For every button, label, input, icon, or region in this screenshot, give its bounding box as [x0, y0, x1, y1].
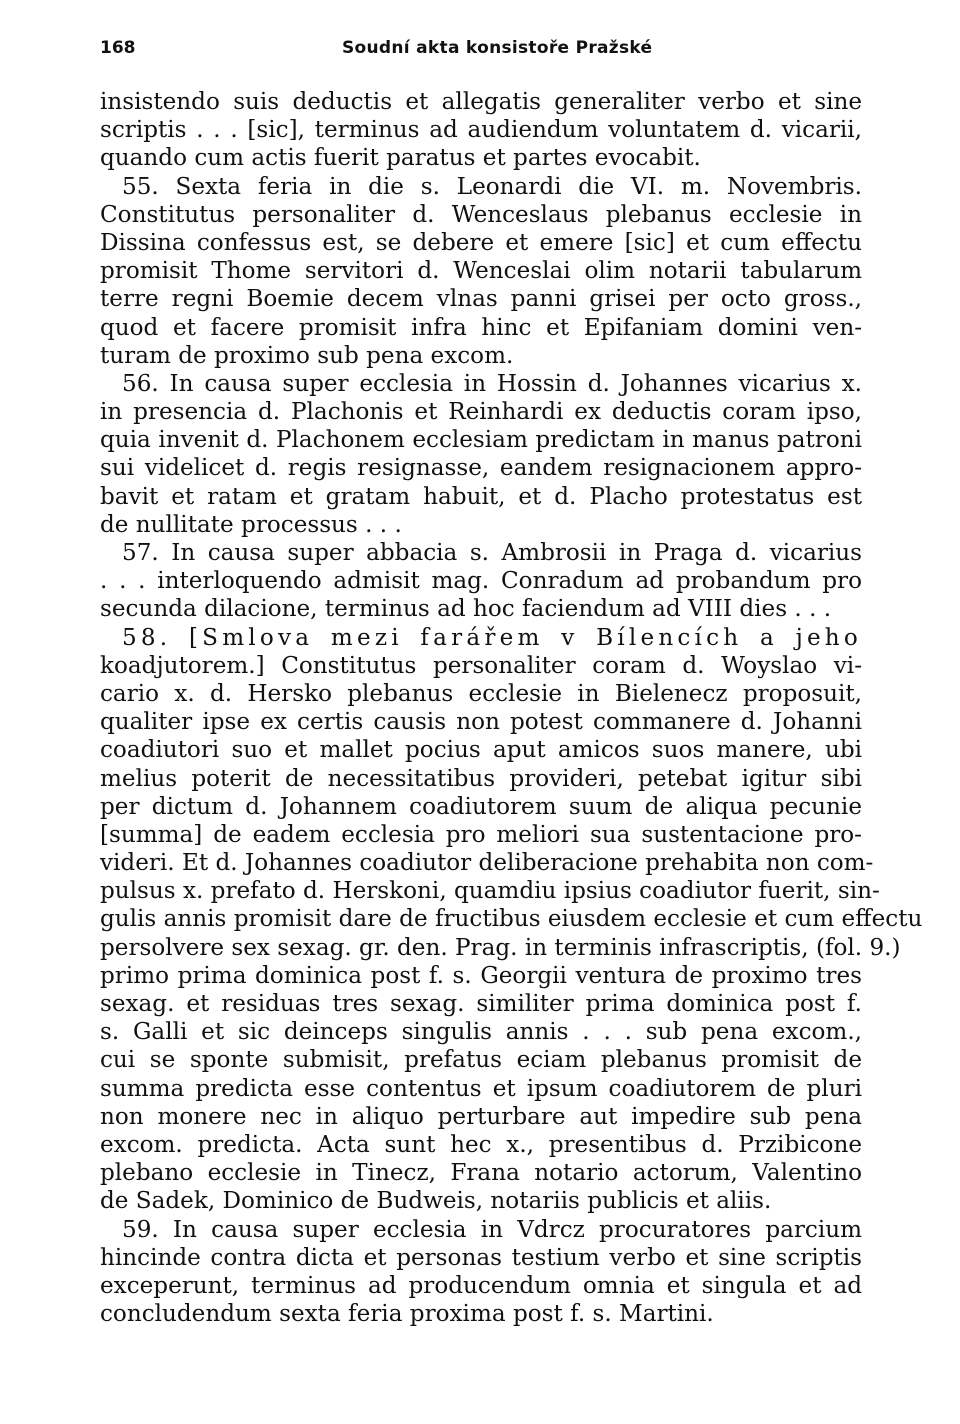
text-line: bavit et ratam et gratam habuit, et d. Placho protestatus est — [100, 483, 862, 510]
text-line: hincinde contra dicta et personas testium verbo et sine scriptis — [100, 1244, 862, 1271]
text-line: videri. Et d. Johannes coadiutor deliberacione prehabita non com- — [100, 850, 874, 877]
text-line: gulis annis promisit dare de fructibus eiusdem ecclesie et cum effectu — [100, 906, 923, 933]
text-line: in presencia d. Plachonis et Reinhardi ex deductis coram ipso, — [100, 399, 862, 426]
text-line: terre regni Boemie decem vlnas panni grisei per octo gross., — [100, 286, 862, 313]
text-line: summa predicta esse contentus et ipsum coadiutorem de pluri — [100, 1075, 862, 1102]
text-line: . . . interloquendo admisit mag. Conradum ad probandum pro — [100, 568, 862, 595]
text-line: de Sadek, Dominico de Budweis, notariis publicis et aliis. — [100, 1188, 772, 1215]
text-line: sexag. et residuas tres sexag. similiter prima dominica post f. — [100, 991, 862, 1017]
entry-59-start: 59. In causa super ecclesia in Vdrcz procuratores parcium — [122, 1216, 862, 1243]
text-line: [summa] de eadem ecclesia pro meliori sua sustentacione pro- — [100, 821, 862, 848]
text-line: Dissina confessus est, se debere et emere [sic] et cum effectu — [100, 229, 862, 256]
entry-55-heading: 55. Sexta feria in die s. Leonardi die VI. m. Novembris. — [122, 173, 862, 200]
text-line: koadjutorem.] Constitutus personaliter coram d. Woyslao vi- — [100, 652, 862, 679]
text-line: pulsus x. prefato d. Herskoni, quamdiu ipsius coadiutor fuerit, sin- — [100, 878, 880, 905]
text-line: de nullitate processus . . . — [100, 511, 402, 538]
text-line: plebano ecclesie in Tinecz, Frana notario actorum, Valentino — [100, 1160, 862, 1187]
text-line: cario x. d. Hersko plebanus ecclesie in Bielenecz proposuit, — [100, 680, 862, 707]
text-line: promisit Thome servitori d. Wenceslai olim notarii tabularum — [100, 258, 862, 285]
text-line: secunda dilacione, terminus ad hoc faciendum ad VIII dies . . . — [100, 596, 832, 623]
text-line: per dictum d. Johannem coadiutorem suum de aliqua pecunie — [100, 793, 862, 820]
text-line: s. Galli et sic deinceps singulis annis . . . sub pena excom., — [100, 1019, 862, 1046]
text-line: quod et facere promisit infra hinc et Epifaniam domini ven- — [100, 314, 862, 341]
text-line: insistendo suis deductis et allegatis generaliter verbo et sine — [100, 89, 862, 115]
text-line: quia invenit d. Plachonem ecclesiam predictam in manus patroni — [100, 427, 862, 454]
text-line: melius poterit de necessitatibus provideri, petebat igitur sibi — [100, 765, 862, 792]
text-line: Constitutus personaliter d. Wenceslaus plebanus ecclesie in — [100, 201, 862, 228]
text-line: exceperunt, terminus ad producendum omnia et singula et ad — [100, 1272, 862, 1299]
page-number: 168 — [100, 38, 136, 58]
text-line: excom. predicta. Acta sunt hec x., presentibus d. Przibicone — [100, 1131, 862, 1158]
text-line: turam de proximo sub pena excom. — [100, 342, 514, 369]
running-head-title: Soudní akta konsistoře Pražské — [342, 38, 653, 58]
body-text — [100, 88, 923, 1328]
running-head — [100, 36, 862, 60]
text-line: cui se sponte submisit, prefatus eciam plebanus promisit de — [100, 1047, 862, 1074]
text-line: quando cum actis fuerit paratus et partes evocabit. — [100, 145, 701, 172]
text-line: persolvere sex sexag. gr. den. Prag. in terminis infrascriptis, (fol. 9.) — [100, 934, 901, 961]
text-line: scriptis . . . [sic], terminus ad audiendum voluntatem d. vicarii, — [100, 117, 862, 144]
text-line: concludendum sexta feria proxima post f. s. Martini. — [100, 1301, 714, 1328]
entry-56-start: 56. In causa super ecclesia in Hossin d. Johannes vicarius x. — [122, 370, 862, 397]
entry-58-heading: 58. [Smlova mezi farářem v Bílencích a jeho — [122, 624, 862, 651]
text-line: primo prima dominica post f. s. Georgii ventura de proximo tres — [100, 962, 862, 989]
text-line: non monere nec in aliquo perturbare aut impedire sub pena — [100, 1103, 862, 1130]
entry-57-start: 57. In causa super abbacia s. Ambrosii in Praga d. vicarius — [122, 540, 862, 566]
text-line: coadiutori suo et mallet pocius aput amicos suos manere, ubi — [100, 737, 862, 764]
text-line: qualiter ipse ex certis causis non potest commanere d. Johanni — [100, 709, 862, 736]
text-line: sui videlicet d. regis resignasse, eandem resignacionem appro- — [100, 455, 862, 482]
